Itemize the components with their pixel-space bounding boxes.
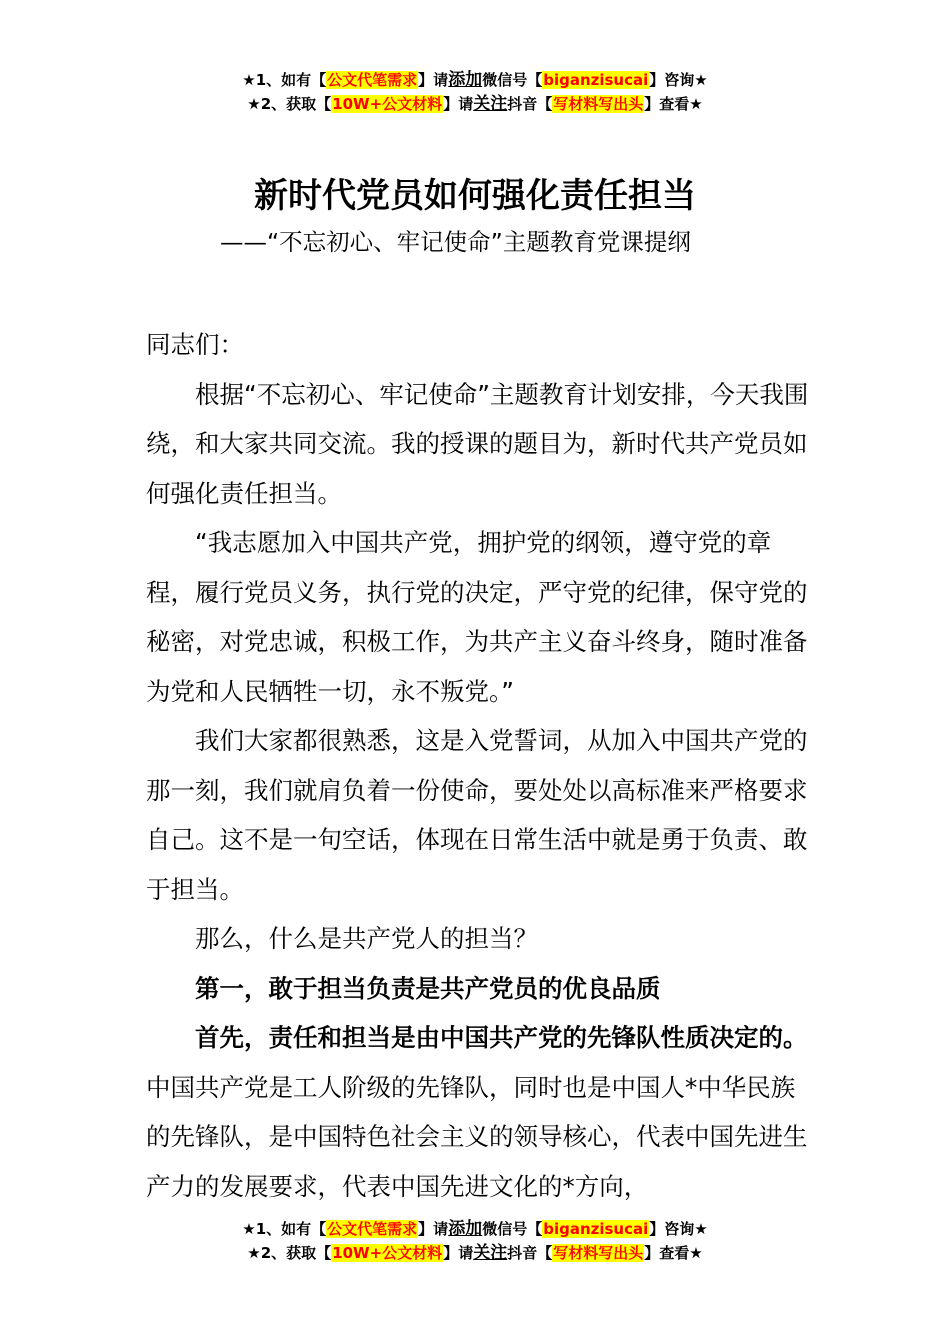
document-body [146,320,810,1211]
paragraph-text: 中国共产党是工人阶级的先锋队，同时也是中国人*中华民族的先锋队，是中国特色社会主义的领导核心，代表中国先进生产力的发展要求，代表中国先进文化的*方向， [146,1072,808,1201]
promo-douyin-id: 写材料写出头 [553,95,644,113]
promo-emphasis: 添加 [448,70,483,90]
salutation: 同志们： [146,330,244,359]
promo-text: 抖音【 [507,1244,553,1262]
promo-line-2 [0,92,950,116]
promo-text: 微信号【 [482,1220,543,1238]
promo-text: ★2、获取【 [247,95,332,113]
promo-line-2 [0,1241,950,1265]
promo-emphasis: 关注 [473,1243,508,1263]
document-subtitle: ——“不忘初心、牢记使命”主题教育党课提纲 [220,228,691,256]
paragraph-question: 那么，什么是共产党人的担当？ [195,924,538,953]
promo-text: 】请 [443,1244,474,1262]
promo-line-1 [0,68,950,92]
promo-banner-bottom [0,1217,950,1265]
promo-text: 】咨询★ [649,71,708,89]
promo-highlight: 公文代笔需求 [327,71,418,89]
promo-highlight: 10W+公文材料 [332,1244,443,1262]
promo-highlight: 10W+公文材料 [332,95,443,113]
promo-emphasis: 关注 [473,94,508,114]
promo-emphasis: 添加 [448,1219,483,1239]
promo-text: ★1、如有【 [242,1220,327,1238]
promo-text: 】查看★ [644,95,703,113]
promo-text: ★1、如有【 [242,71,327,89]
promo-wechat-id: biganzisucai [543,71,649,89]
promo-line-1 [0,1217,950,1241]
promo-text: 】请 [418,71,449,89]
promo-text: 】查看★ [644,1244,703,1262]
promo-douyin-id: 写材料写出头 [553,1244,644,1262]
paragraph: 根据“不忘初心、牢记使命”主题教育计划安排，今天我围绕，和大家共同交流。我的授课的题目为，新时代共产党员如何强化责任担当。 [146,379,809,508]
document-title: 新时代党员如何强化责任担当 [254,176,696,216]
promo-text: 】咨询★ [649,1220,708,1238]
promo-highlight: 公文代笔需求 [327,1220,418,1238]
promo-text: 微信号【 [482,71,543,89]
promo-banner-top [0,68,950,116]
section-heading: 第一，敢于担当负责是共产党员的优良品质 [195,973,661,1003]
promo-text: 抖音【 [507,95,553,113]
promo-text: ★2、获取【 [247,1244,332,1262]
paragraph-oath: “我志愿加入中国共产党，拥护党的纲领，遵守党的章程，履行党员义务，执行党的决定，严守党的纪律，保守党的秘密，对党忠诚，积极工作，为共产主义奋斗终身，随时准备为党和人民牺牲一切，永不叛党。” [146,528,808,706]
paragraph: 我们大家都很熟悉，这是入党誓词，从加入中国共产党的那一刻，我们就肩负着一份使命，要处处以高标准来严格要求自己。这不是一句空话，体现在日常生活中就是勇于负责、敢于担当。 [146,726,808,904]
promo-text: 】请 [418,1220,449,1238]
promo-wechat-id: biganzisucai [543,1220,649,1238]
paragraph-lead: 首先，责任和担当是由中国共产党的先锋队性质决定的。 [195,1023,808,1052]
paragraph [146,1013,810,1211]
promo-text: 】请 [443,95,474,113]
